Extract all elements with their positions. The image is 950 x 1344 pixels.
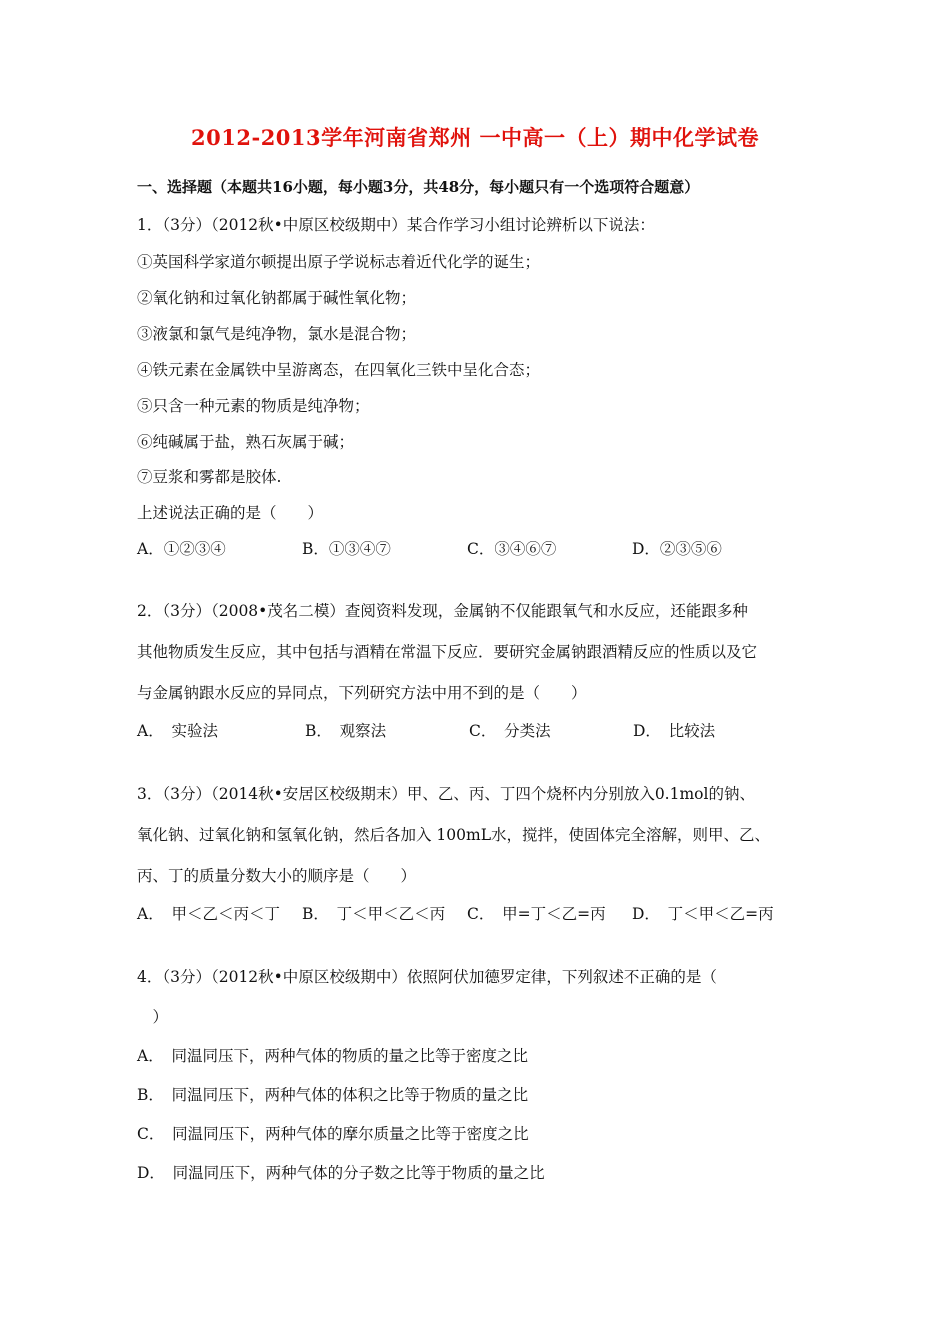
q1-option-c: C．③④⑥⑦ bbox=[467, 540, 557, 558]
page-title: 2012-2013学年河南省郑州 一中高一（上）期中化学试卷 bbox=[191, 125, 759, 150]
q3-option-d: D． 丁＜甲＜乙=丙 bbox=[632, 905, 774, 923]
q2-option-b: B． 观察法 bbox=[305, 722, 387, 740]
q1-item: ⑥纯碱属于盐，熟石灰属于碱； bbox=[137, 433, 355, 451]
q1-option-a: A．①②③④ bbox=[137, 540, 226, 558]
q1-stem: 1．（3分）（2012秋•中原区校级期中）某合作学习小组讨论辨析以下说法： bbox=[137, 216, 655, 234]
q2-option-a: A． 实验法 bbox=[137, 722, 218, 740]
q4-line: ） bbox=[137, 1008, 169, 1026]
q3-line: 丙、丁的质量分数大小的顺序是（ ） bbox=[137, 867, 417, 885]
q1-ask: 上述说法正确的是（ ） bbox=[137, 504, 324, 522]
q1-item: ③液氯和氯气是纯净物，氯水是混合物； bbox=[137, 325, 417, 343]
q2-line: 2．（3分）（2008•茂名二模）查阅资料发现，金属钠不仅能跟氧气和水反应，还能跟多种 bbox=[137, 602, 748, 620]
q1-item: ②氧化钠和过氧化钠都属于碱性氧化物； bbox=[137, 289, 417, 307]
q3-option-b: B． 丁＜甲＜乙＜丙 bbox=[302, 905, 446, 923]
q3-line: 氧化钠、过氧化钠和氢氧化钠，然后各加入 100mL水，搅拌，使固体完全溶解，则甲、乙、 bbox=[137, 826, 771, 844]
q2-line: 其他物质发生反应，其中包括与酒精在常温下反应．要研究金属钠跟酒精反应的性质以及它 bbox=[137, 643, 758, 661]
q2-option-d: D． 比较法 bbox=[633, 722, 716, 740]
q1-item: ①英国科学家道尔顿提出原子学说标志着近代化学的诞生； bbox=[137, 253, 541, 271]
q1-item: ⑤只含一种元素的物质是纯净物； bbox=[137, 397, 370, 415]
q3-option-a: A． 甲＜乙＜丙＜丁 bbox=[137, 905, 280, 923]
q4-option-a: A． 同温同压下，两种气体的物质的量之比等于密度之比 bbox=[137, 1047, 528, 1065]
q1-option-b: B．①③④⑦ bbox=[302, 540, 391, 558]
q2-line: 与金属钠跟水反应的异同点，下列研究方法中用不到的是（ ） bbox=[137, 684, 587, 702]
q3-line: 3．（3分）（2014秋•安居区校级期末）甲、乙、丙、丁四个烧杯内分别放入0.1mol的钠、 bbox=[137, 785, 755, 803]
q1-item: ⑦豆浆和雾都是胶体. bbox=[137, 468, 282, 486]
q4-option-d: D． 同温同压下，两种气体的分子数之比等于物质的量之比 bbox=[137, 1164, 545, 1182]
q4-line: 4．（3分）（2012秋•中原区校级期中）依照阿伏加德罗定律，下列叙述不正确的是（ bbox=[137, 968, 717, 986]
q1-option-d: D．②③⑤⑥ bbox=[632, 540, 722, 558]
q1-item: ④铁元素在金属铁中呈游离态，在四氧化三铁中呈化合态； bbox=[137, 361, 541, 379]
q3-option-c: C． 甲=丁＜乙=丙 bbox=[467, 905, 606, 923]
section-heading: 一、选择题（本题共16小题，每小题3分，共48分，每小题只有一个选项符合题意） bbox=[137, 178, 700, 196]
q4-option-b: B． 同温同压下，两种气体的体积之比等于物质的量之比 bbox=[137, 1086, 529, 1104]
q2-option-c: C． 分类法 bbox=[469, 722, 551, 740]
q4-option-c: C． 同温同压下，两种气体的摩尔质量之比等于密度之比 bbox=[137, 1125, 529, 1143]
